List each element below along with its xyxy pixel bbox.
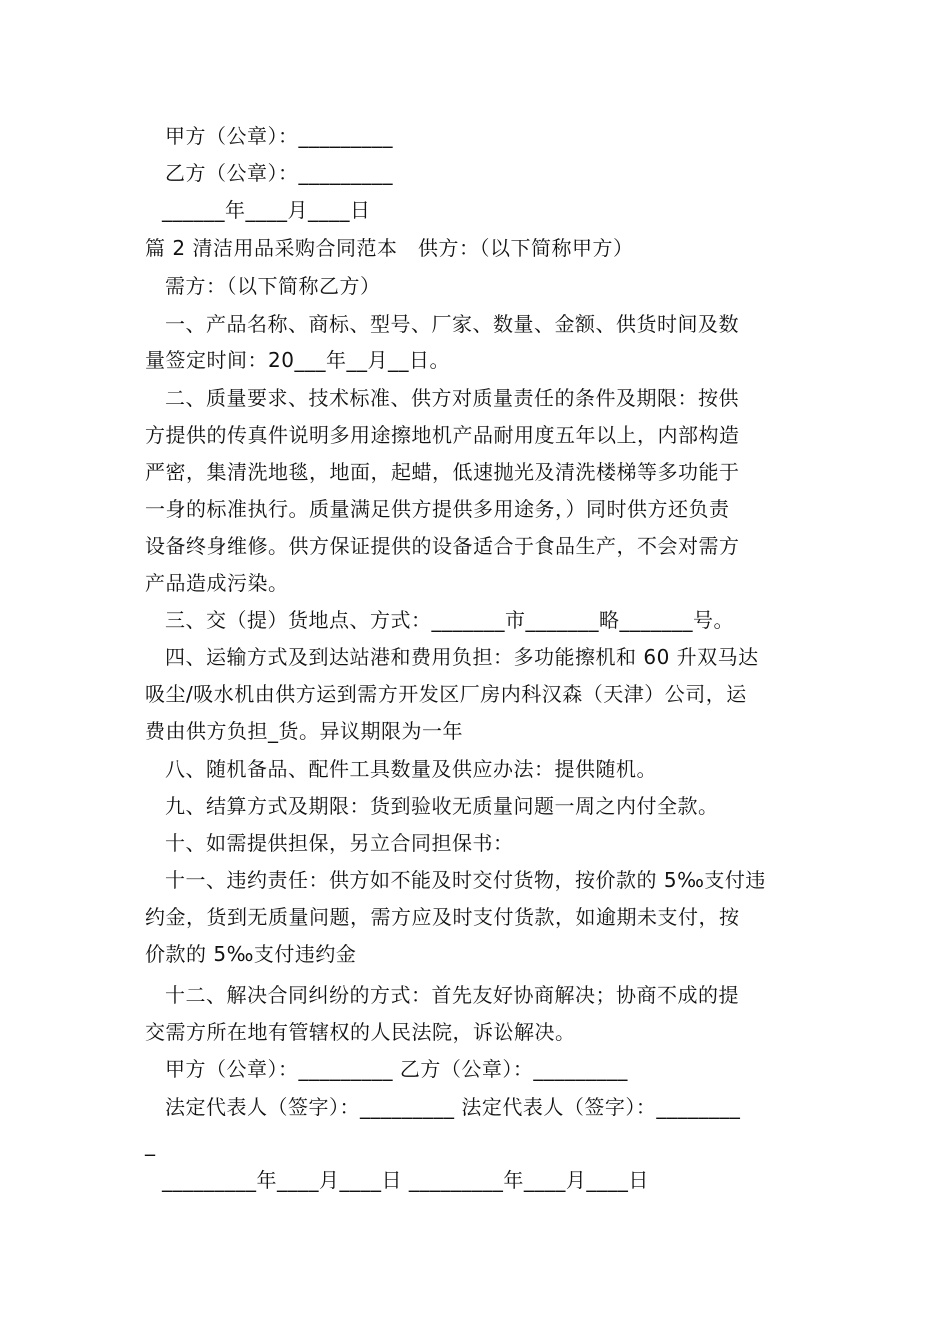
clause-9-line: 九、结算方式及期限：货到验收无质量问题一周之内付全款。 — [165, 794, 719, 818]
legal-rep-line-wrap: _ — [145, 1132, 156, 1156]
clause-12-line-1: 十二、解决合同纠纷的方式：首先友好协商解决；协商不成的提 — [165, 983, 739, 1007]
section-title: 篇 2 清洁用品采购合同范本 供方：（以下简称甲方） — [145, 236, 634, 260]
clause-11-line-1: 十一、违约责任：供方如不能及时交付货物，按价款的 5‰支付违 — [165, 868, 766, 892]
legal-rep-line: 法定代表人（签字）：_________ 法定代表人（签字）：________ — [165, 1095, 741, 1119]
clause-4-line-3: 费由供方负担_货。异议期限为一年 — [145, 719, 463, 743]
party-a-seal-line: 甲方（公章）：_________ — [165, 124, 393, 148]
signature-date-line: _________年____月____日 _________年____月____日 — [162, 1168, 649, 1192]
clause-1-line-1: 一、产品名称、商标、型号、厂家、数量、金额、供货时间及数 — [165, 312, 739, 336]
party-b-seal-line: 乙方（公章）：_________ — [165, 161, 393, 185]
clause-2-line-2: 方提供的传真件说明多用途擦地机产品耐用度五年以上，内部构造 — [145, 423, 740, 447]
clause-3-line: 三、交（提）货地点、方式：_______市_______略_______号。 — [165, 608, 734, 632]
clause-2-line-6: 产品造成污染。 — [145, 571, 289, 595]
clause-10-line: 十、如需提供担保，另立合同担保书： — [165, 831, 514, 855]
clause-2-line-3: 严密，集清洗地毯，地面，起蜡，低速抛光及清洗楼梯等多功能于 — [145, 460, 740, 484]
clause-8-line: 八、随机备品、配件工具数量及供应办法：提供随机。 — [165, 757, 657, 781]
signature-seal-line: 甲方（公章）：_________ 乙方（公章）：_________ — [165, 1057, 628, 1081]
clause-2-line-5: 设备终身维修。供方保证提供的设备适合于食品生产，不会对需方 — [145, 534, 740, 558]
clause-2-line-4: 一身的标准执行。质量满足供方提供多用途务，）同时供方还负责 — [145, 497, 730, 521]
clause-4-line-2: 吸尘/吸水机由供方运到需方开发区厂房内科汉森（天津）公司，运 — [145, 682, 747, 706]
date-line: ______年____月____日 — [162, 198, 371, 222]
clause-12-line-2: 交需方所在地有管辖权的人民法院，诉讼解决。 — [145, 1020, 576, 1044]
clause-1-line-2: 量签定时间：20___年__月__日。 — [145, 348, 450, 372]
clause-11-line-3: 价款的 5‰支付违约金 — [145, 942, 357, 966]
clause-2-line-1: 二、质量要求、技术标准、供方对质量责任的条件及期限：按供 — [165, 386, 739, 410]
clause-4-line-1: 四、运输方式及到达站港和费用负担：多功能擦机和 60 升双马达 — [165, 645, 759, 669]
buyer-line: 需方：（以下简称乙方） — [165, 274, 381, 298]
clause-11-line-2: 约金，货到无质量问题，需方应及时支付货款，如逾期未支付，按 — [145, 905, 740, 929]
